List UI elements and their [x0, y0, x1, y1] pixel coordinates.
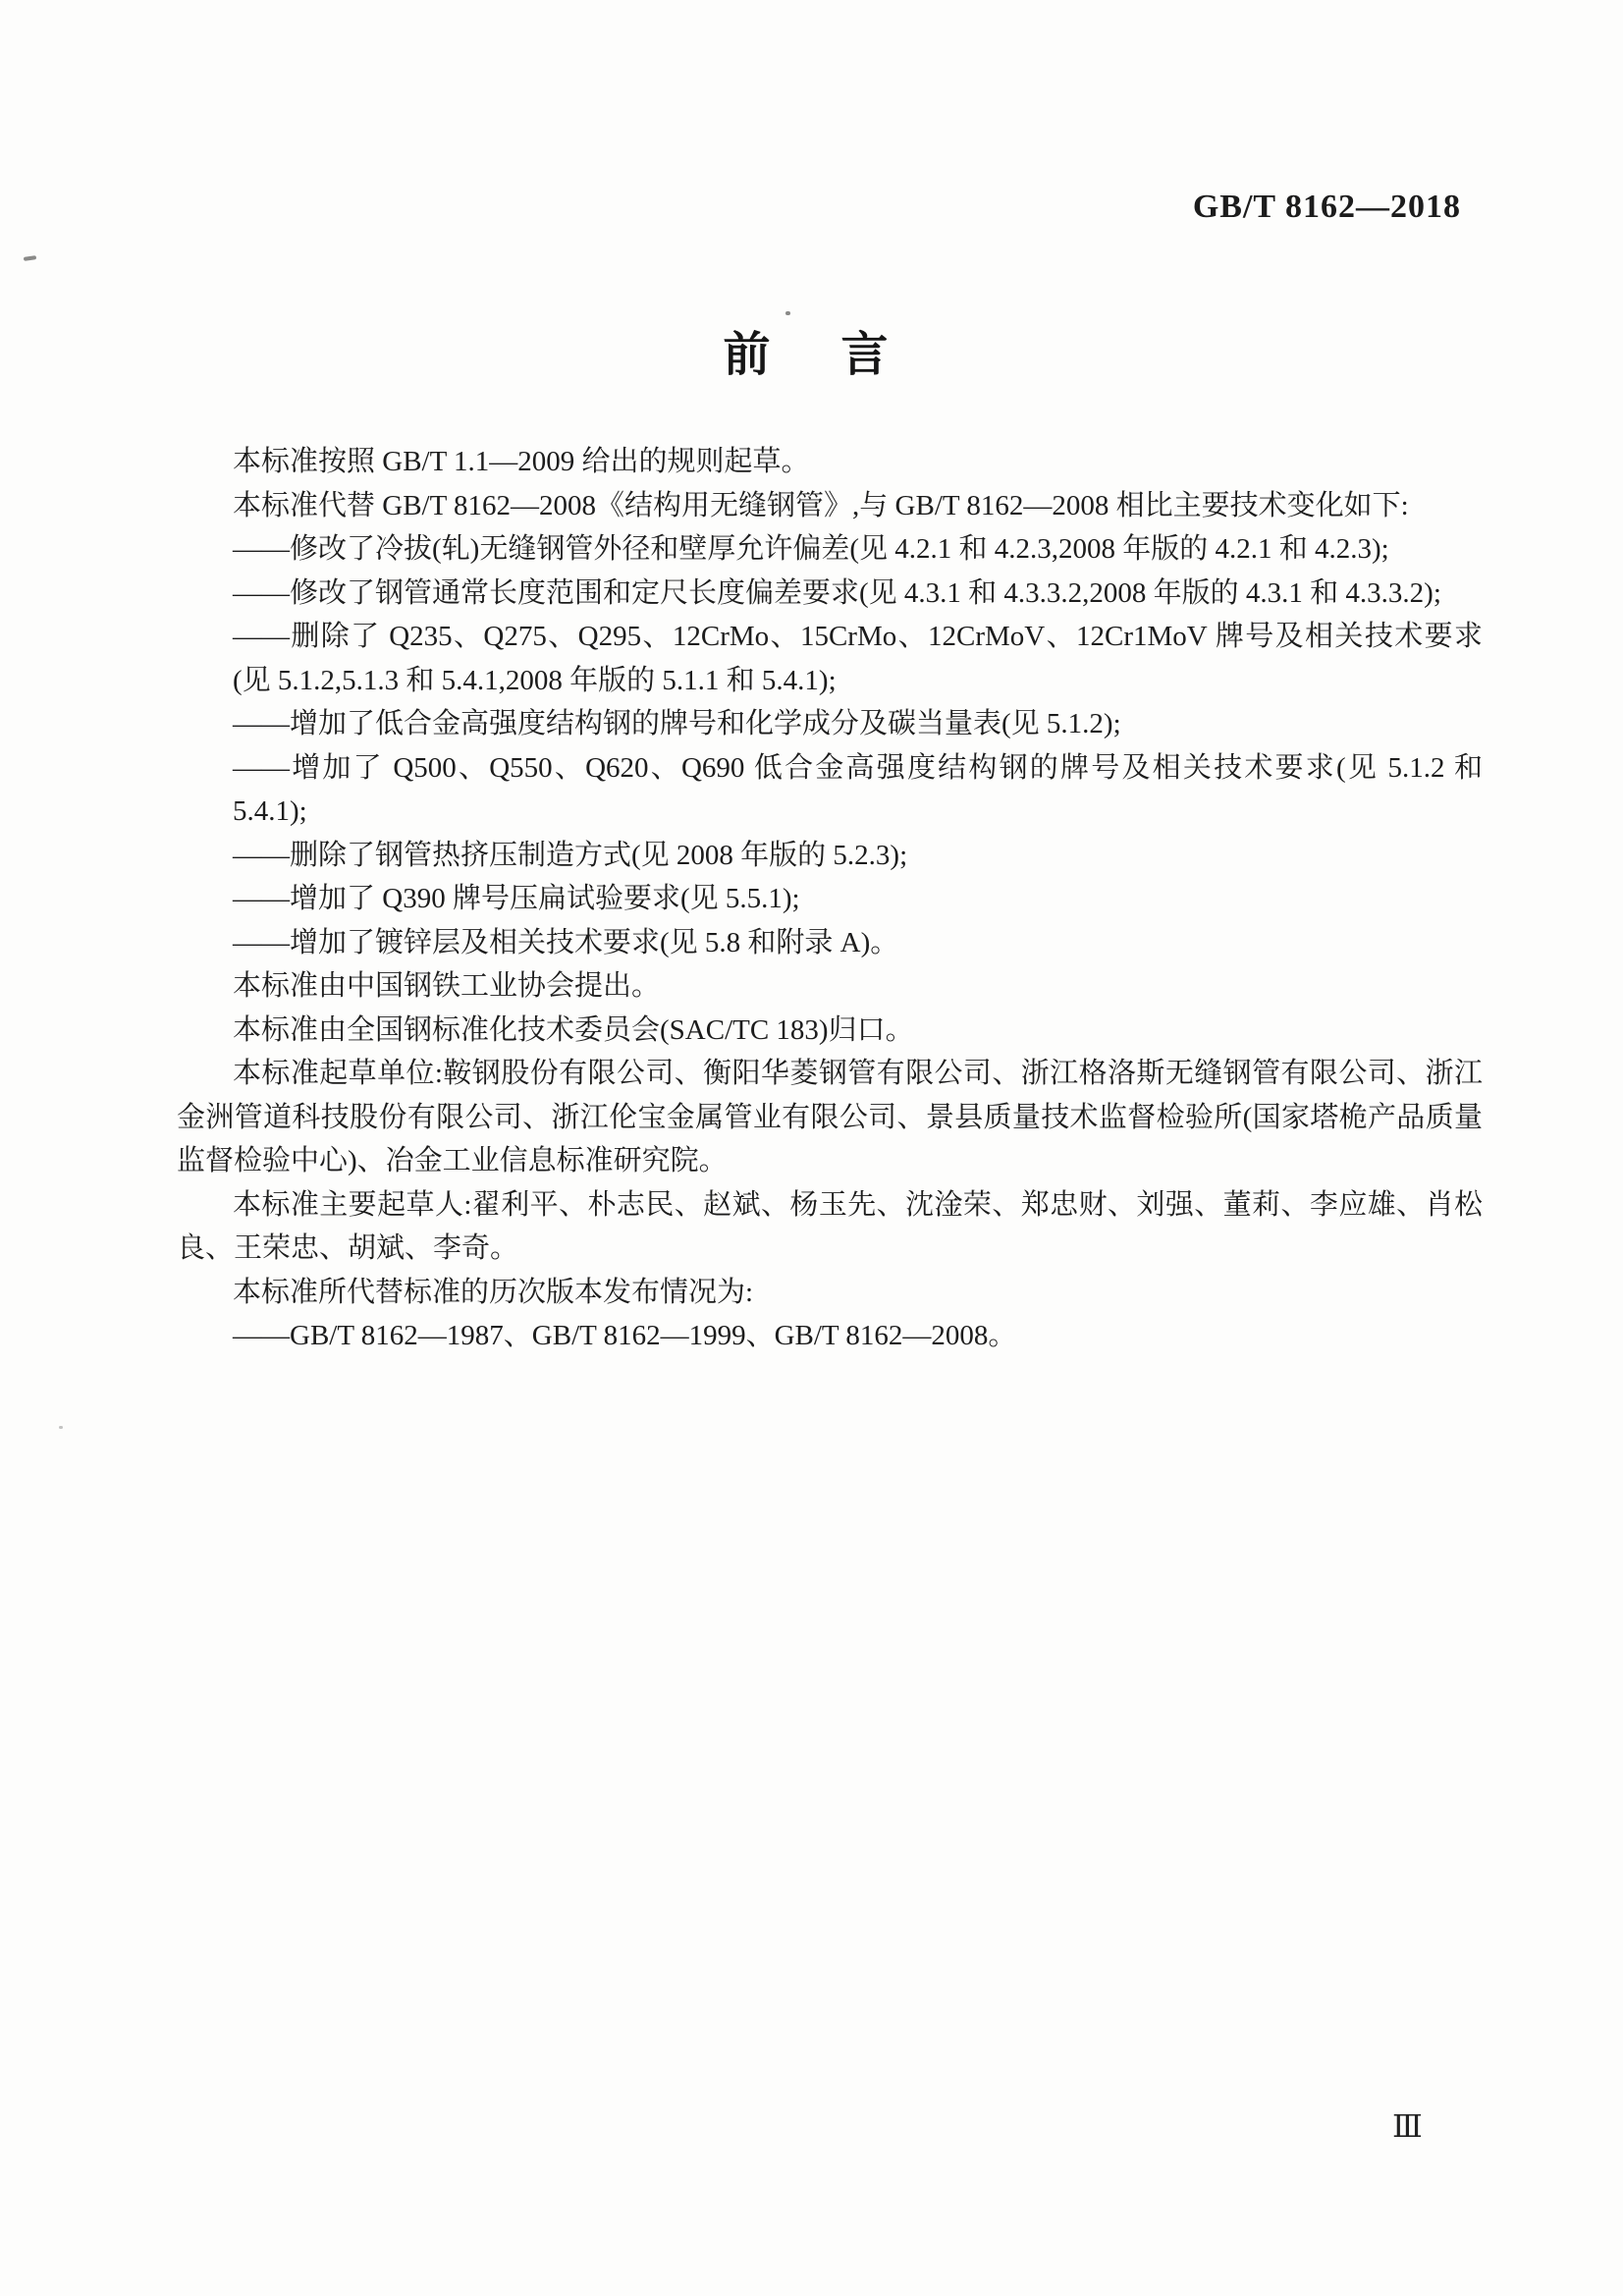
paragraph: 本标准按照 GB/T 1.1—2009 给出的规则起草。	[233, 446, 810, 477]
change-list-item: ——增加了 Q500、Q550、Q620、Q690 低合金高强度结构钢的牌号及相关技术要求(见 5.1.2 和 5.4.1);	[233, 751, 1483, 827]
paragraph: 本标准所代替标准的历次版本发布情况为:	[233, 1276, 754, 1308]
paragraph: 本标准由中国钢铁工业协会提出。	[233, 970, 661, 1002]
change-list-item: ——删除了钢管热挤压制造方式(见 2008 年版的 5.2.3);	[233, 839, 908, 871]
paragraph: 本标准由全国钢标准化技术委员会(SAC/TC 183)归口。	[233, 1013, 914, 1046]
change-list-item: ——修改了冷拔(轧)无缝钢管外径和壁厚允许偏差(见 4.2.1 和 4.2.3,2008 年版的 4.2.1 和 4.2.3);	[233, 533, 1389, 565]
scan-speck	[59, 1426, 63, 1429]
paragraph: 本标准代替 GB/T 8162—2008《结构用无缝钢管》,与 GB/T 8162—2008 相比主要技术变化如下:	[233, 489, 1409, 521]
page-title: 前 言	[723, 329, 900, 381]
paragraph: 本标准起草单位:鞍钢股份有限公司、衡阳华菱钢管有限公司、浙江格洛斯无缝钢管有限公司、浙江金洲管道科技股份有限公司、浙江伦宝金属管业有限公司、景县质量技术监督检验所(国家塔桅产品质量监督检验中心)、冶金工业信息标准研究院。	[177, 1058, 1483, 1176]
change-list-item: ——增加了低合金高强度结构钢的牌号和化学成分及碳当量表(见 5.1.2);	[233, 708, 1121, 739]
change-list-item: ——GB/T 8162—1987、GB/T 8162—1999、GB/T 8162—2008。	[233, 1320, 1017, 1351]
standard-code-header: GB/T 8162—2018	[1192, 189, 1461, 225]
change-list-item: ——增加了 Q390 牌号压扁试验要求(见 5.5.1);	[233, 883, 800, 914]
change-list-item: ——增加了镀锌层及相关技术要求(见 5.8 和附录 A)。	[233, 926, 899, 958]
scan-speck	[24, 255, 36, 261]
page-number: Ⅲ	[1392, 2108, 1423, 2144]
paragraph: 本标准主要起草人:翟利平、朴志民、赵斌、杨玉先、沈淦荣、郑忠财、刘强、董莉、李应雄、肖松良、王荣忠、胡斌、李奇。	[177, 1188, 1483, 1264]
foreword-body	[177, 440, 1483, 1358]
scan-speck	[785, 311, 790, 315]
change-list-item: ——删除了 Q235、Q275、Q295、12CrMo、15CrMo、12CrMoV、12Cr1MoV 牌号及相关技术要求(见 5.1.2,5.1.3 和 5.4.1,2008 年版的 5.1.1 和 5.4.1);	[233, 621, 1483, 696]
change-list-item: ——修改了钢管通常长度范围和定尺长度偏差要求(见 4.3.1 和 4.3.3.2,2008 年版的 4.3.1 和 4.3.3.2);	[233, 576, 1441, 609]
